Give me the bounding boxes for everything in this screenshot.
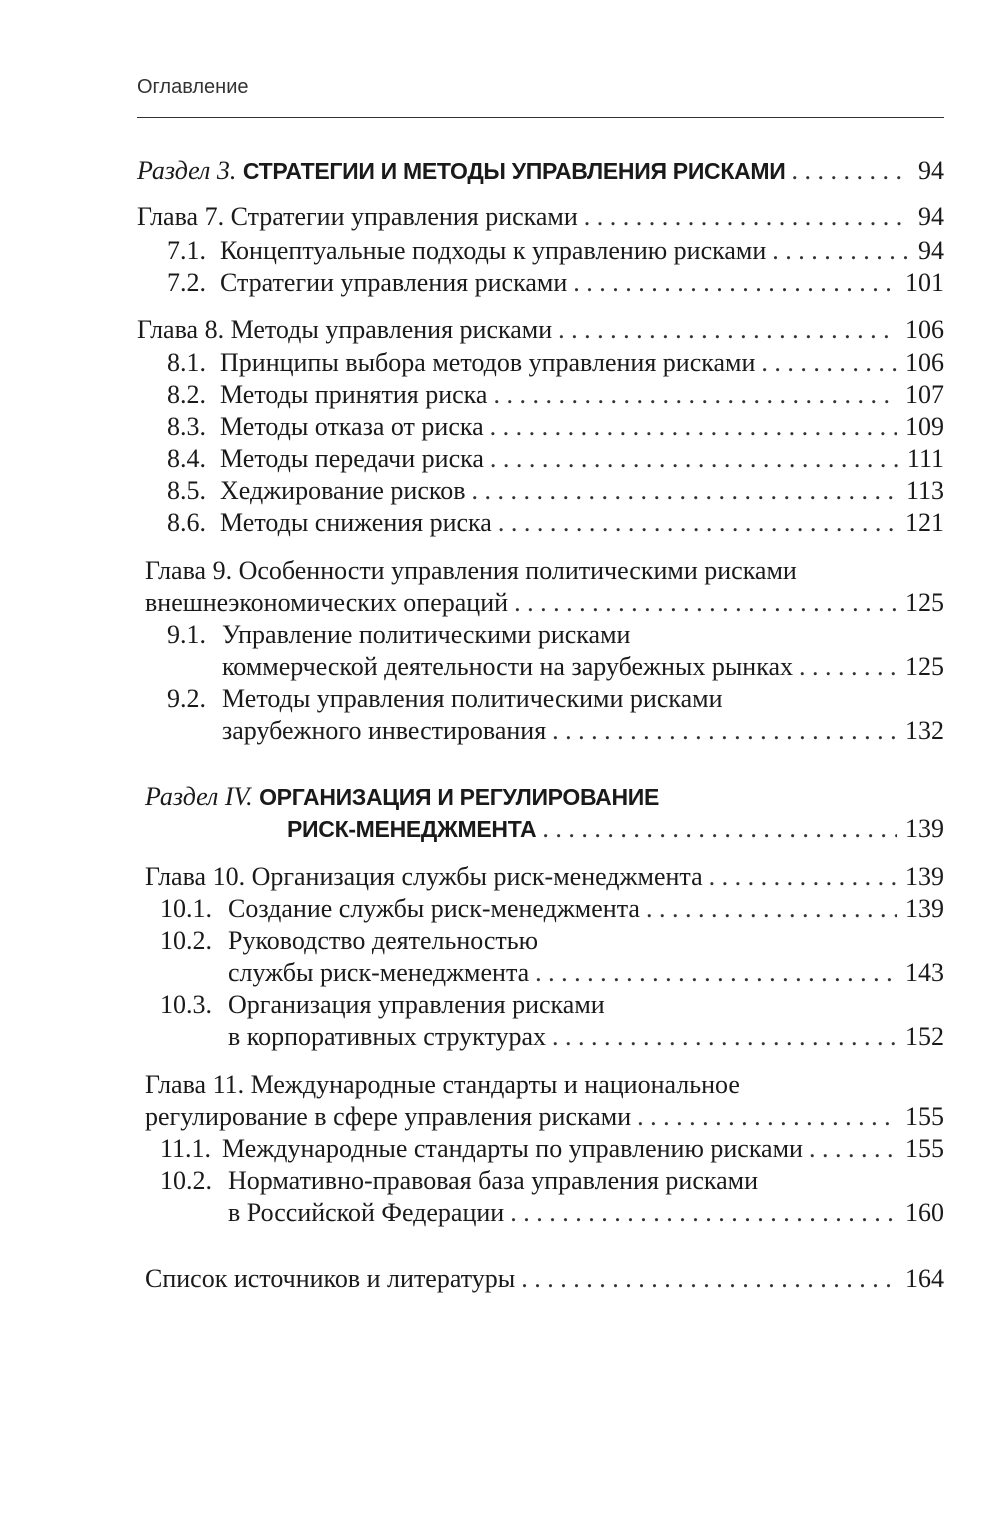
toc-entry xyxy=(222,1132,944,1166)
chapter-title-cont: регулирование в сфере управления рисками xyxy=(145,1102,632,1131)
section-label: Раздел IV. xyxy=(145,782,253,811)
leader-dots xyxy=(578,200,910,234)
toc-item-8-5 xyxy=(0,474,1000,508)
item-number: 8.6. xyxy=(167,508,206,537)
toc-item-11-2 xyxy=(0,1164,1000,1198)
leader-dots xyxy=(793,650,897,684)
toc-item-8-1 xyxy=(0,346,1000,380)
toc-item-9-2 xyxy=(0,682,1000,716)
toc-bibliography xyxy=(0,1262,1000,1296)
toc-entry xyxy=(228,1020,944,1054)
chapter-title: Глава 10. Организация службы риск-менеджмента xyxy=(145,862,703,891)
page-number: 155 xyxy=(905,1134,944,1163)
page-number: 164 xyxy=(905,1264,944,1293)
leader-dots xyxy=(536,812,897,846)
item-title: Организация управления рисками xyxy=(228,990,605,1019)
toc-entry xyxy=(220,474,944,508)
header-rule xyxy=(137,117,944,118)
item-number: 8.4. xyxy=(167,444,206,473)
toc-item-8-6 xyxy=(0,506,1000,540)
page-number: 107 xyxy=(905,380,944,409)
toc-entry xyxy=(228,1196,944,1230)
toc-entry xyxy=(137,313,944,347)
leader-dots xyxy=(529,956,897,990)
leader-dots xyxy=(508,586,897,620)
item-title-cont: зарубежного инвестирования xyxy=(222,716,547,745)
leader-dots xyxy=(703,860,897,894)
item-title: Методы принятия риска xyxy=(220,380,488,409)
page-number: 139 xyxy=(905,862,944,891)
item-title: Руководство деятельностью xyxy=(228,926,539,955)
toc-entry xyxy=(145,1100,944,1134)
leader-dots xyxy=(803,1132,897,1166)
page-number: 155 xyxy=(905,1102,944,1131)
item-number: 7.2. xyxy=(167,268,206,297)
toc-entry xyxy=(145,1262,944,1296)
leader-dots xyxy=(755,346,897,380)
section-label: Раздел 3. xyxy=(137,156,237,185)
toc-item-10-3-cont xyxy=(0,1020,1000,1054)
toc-section-4-cont xyxy=(0,812,1000,846)
page-number: 139 xyxy=(905,814,944,843)
toc-chapter-11-cont xyxy=(0,1100,1000,1134)
toc-chapter-8 xyxy=(0,313,1000,347)
toc-entry xyxy=(137,200,944,234)
item-number: 8.1. xyxy=(167,348,206,377)
toc-item-9-1-cont xyxy=(0,650,1000,684)
page-number: 139 xyxy=(905,894,944,923)
leader-dots xyxy=(786,154,910,188)
leader-dots xyxy=(515,1262,897,1296)
toc-entry xyxy=(220,346,944,380)
toc-item-9-1 xyxy=(0,618,1000,652)
toc-entry xyxy=(220,378,944,412)
page-number: 125 xyxy=(905,588,944,617)
item-title: Международные стандарты по управлению рисками xyxy=(222,1134,803,1163)
toc-entry xyxy=(220,234,944,268)
toc-item-8-4 xyxy=(0,442,1000,476)
leader-dots xyxy=(504,1196,897,1230)
toc-item-7-2 xyxy=(0,266,1000,300)
item-title-cont: коммерческой деятельности на зарубежных рынках xyxy=(222,652,793,681)
toc-item-10-1 xyxy=(0,892,1000,926)
page-number: 109 xyxy=(905,412,944,441)
leader-dots xyxy=(465,474,897,508)
item-title: Методы отказа от риска xyxy=(220,412,484,441)
toc-entry xyxy=(222,650,944,684)
leader-dots xyxy=(487,378,897,412)
page-number: 160 xyxy=(905,1198,944,1227)
toc-section-4 xyxy=(0,780,1000,814)
leader-dots xyxy=(631,1100,897,1134)
page-number: 94 xyxy=(918,236,944,265)
leader-dots xyxy=(552,313,897,347)
item-number: 10.3. xyxy=(160,990,212,1019)
toc-chapter-11 xyxy=(0,1068,1000,1102)
item-number: 8.3. xyxy=(167,412,206,441)
item-number: 10.2. xyxy=(160,1166,212,1195)
item-title-cont: службы риск-менеджмента xyxy=(228,958,530,987)
item-number: 8.2. xyxy=(167,380,206,409)
toc-chapter-9-cont xyxy=(0,586,1000,620)
item-number: 9.1. xyxy=(167,620,206,649)
item-title: Концептуальные подходы к управлению рисками xyxy=(220,236,767,265)
item-title: Методы управления политическими рисками xyxy=(222,684,723,713)
item-title-cont: в корпоративных структурах xyxy=(228,1022,547,1051)
page-number: 121 xyxy=(905,508,944,537)
leader-dots xyxy=(567,266,897,300)
toc-item-11-1 xyxy=(0,1132,1000,1166)
toc-item-8-2 xyxy=(0,378,1000,412)
item-number: 10.1. xyxy=(160,894,212,923)
item-title: Хеджирование рисков xyxy=(220,476,466,505)
page-number: 101 xyxy=(905,268,944,297)
page-number: 125 xyxy=(905,652,944,681)
toc-entry xyxy=(137,154,944,188)
chapter-title: Глава 11. Международные стандарты и национальное xyxy=(145,1070,740,1099)
page-number: 152 xyxy=(905,1022,944,1051)
toc-entry xyxy=(220,506,944,540)
item-title-cont: в Российской Федерации xyxy=(228,1198,505,1227)
page-number: 143 xyxy=(905,958,944,987)
item-title: Методы передачи риска xyxy=(220,444,484,473)
toc-chapter-10 xyxy=(0,860,1000,894)
item-number: 11.1. xyxy=(160,1134,212,1163)
leader-dots xyxy=(546,714,897,748)
toc-item-10-2-cont xyxy=(0,956,1000,990)
page-number: 113 xyxy=(905,476,944,505)
leader-dots xyxy=(484,410,897,444)
toc-entry xyxy=(220,266,944,300)
bibliography-title: Список источников и литературы xyxy=(145,1264,516,1293)
toc-item-10-3 xyxy=(0,988,1000,1022)
toc-item-8-3 xyxy=(0,410,1000,444)
toc-entry xyxy=(145,860,944,894)
item-number: 8.5. xyxy=(167,476,206,505)
item-title: Управление политическими рисками xyxy=(222,620,631,649)
page-number: 106 xyxy=(905,348,944,377)
running-head: Оглавление xyxy=(137,76,249,98)
page-number: 111 xyxy=(906,444,944,473)
section-title: СТРАТЕГИИ И МЕТОДЫ УПРАВЛЕНИЯ РИСКАМИ xyxy=(242,158,786,184)
page-number: 106 xyxy=(905,315,944,344)
toc-entry xyxy=(228,892,944,926)
toc-entry xyxy=(222,714,944,748)
toc-section-3 xyxy=(0,154,1000,188)
toc-item-10-2 xyxy=(0,924,1000,958)
chapter-title: Глава 9. Особенности управления политическими рисками xyxy=(145,556,797,585)
item-number: 10.2. xyxy=(160,926,212,955)
item-title: Нормативно-правовая база управления рисками xyxy=(228,1166,759,1195)
item-number: 7.1. xyxy=(167,236,206,265)
page-number: 94 xyxy=(918,202,944,231)
item-title: Стратегии управления рисками xyxy=(220,268,568,297)
leader-dots xyxy=(546,1020,897,1054)
toc-chapter-7 xyxy=(0,200,1000,234)
chapter-title: Глава 7. Стратегии управления рисками xyxy=(137,202,578,231)
chapter-title: Глава 8. Методы управления рисками xyxy=(137,315,553,344)
leader-dots xyxy=(766,234,910,268)
toc-chapter-9 xyxy=(0,554,1000,588)
toc-item-7-1 xyxy=(0,234,1000,268)
toc-item-11-2-cont xyxy=(0,1196,1000,1230)
leader-dots xyxy=(484,442,899,476)
toc-entry xyxy=(220,442,944,476)
chapter-title-cont: внешнеэкономических операций xyxy=(145,588,509,617)
toc-item-9-2-cont xyxy=(0,714,1000,748)
page-number: 132 xyxy=(905,716,944,745)
item-title: Методы снижения риска xyxy=(220,508,492,537)
section-title-cont: РИСК-МЕНЕДЖМЕНТА xyxy=(287,816,537,842)
leader-dots xyxy=(492,506,897,540)
toc-entry xyxy=(145,586,944,620)
item-number: 9.2. xyxy=(167,684,206,713)
toc-entry xyxy=(220,410,944,444)
page-number: 94 xyxy=(918,156,944,185)
toc-entry xyxy=(228,956,944,990)
leader-dots xyxy=(640,892,897,926)
item-title: Создание службы риск-менеджмента xyxy=(228,894,640,923)
item-title: Принципы выбора методов управления рисками xyxy=(220,348,756,377)
toc-entry xyxy=(287,812,944,846)
section-title: ОРГАНИЗАЦИЯ И РЕГУЛИРОВАНИЕ xyxy=(259,784,660,810)
